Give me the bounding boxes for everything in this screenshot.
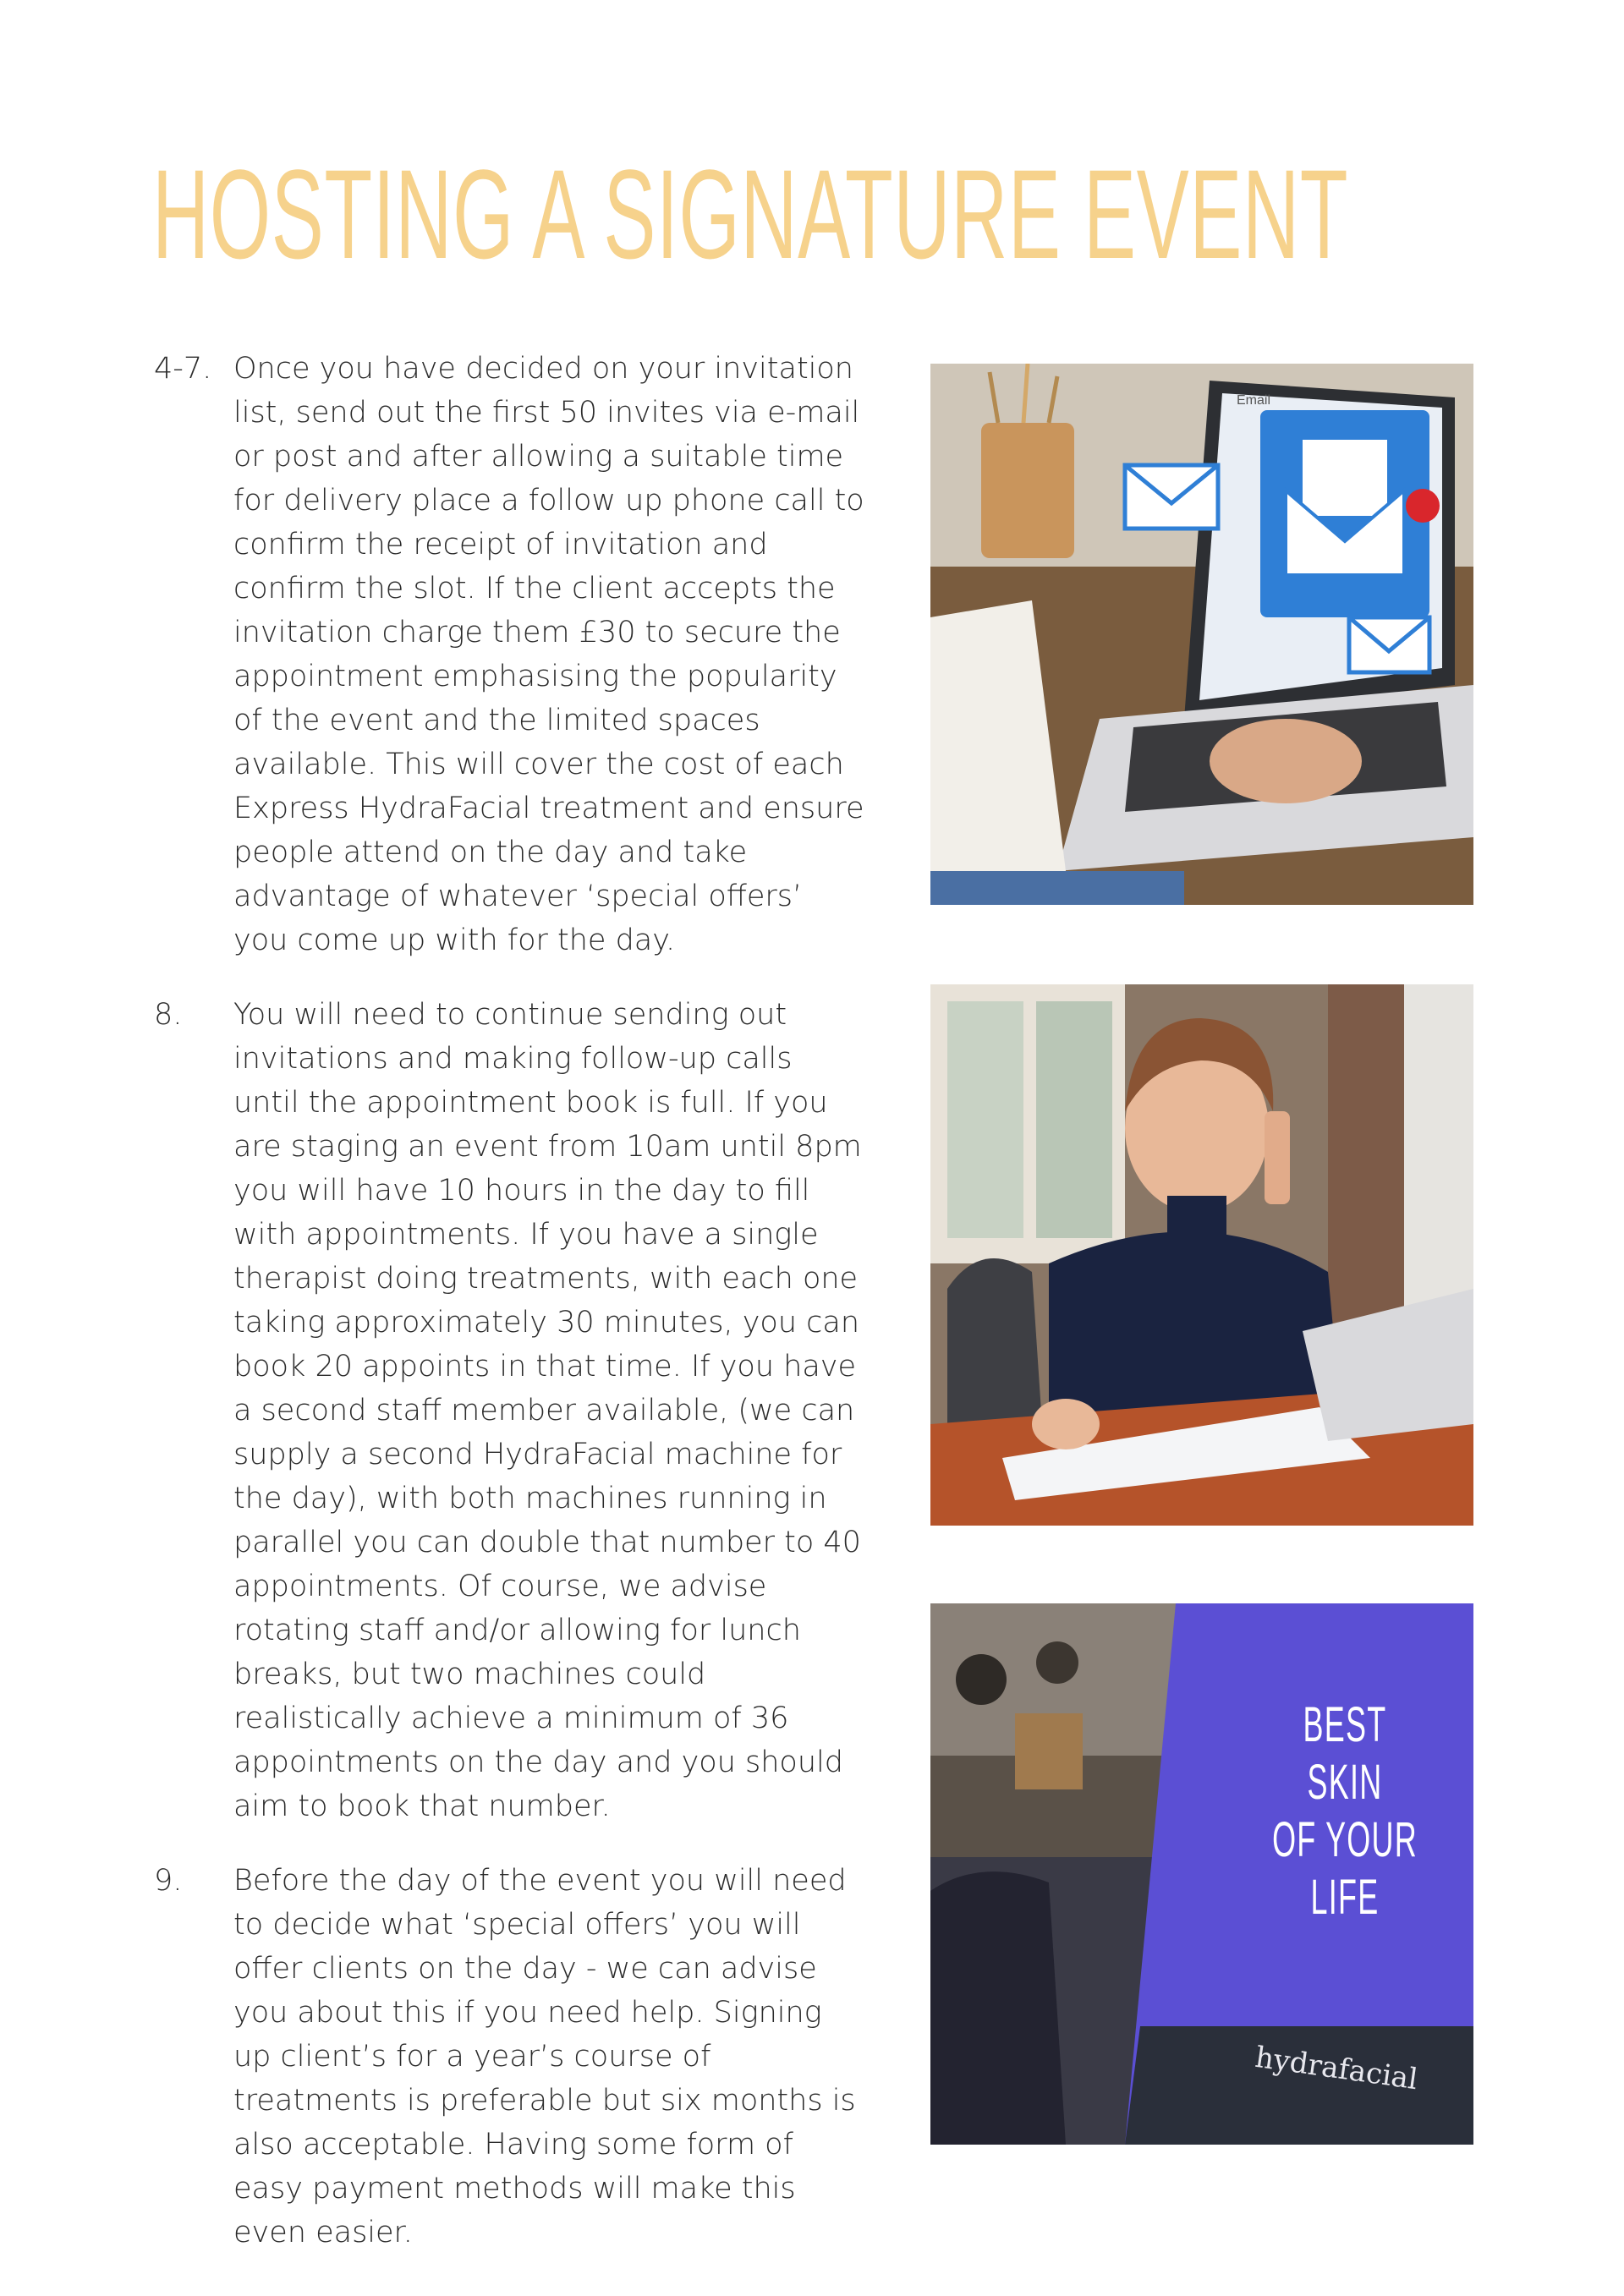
woman-phone-photo [930,984,1473,1526]
laptop-email-photo [930,364,1473,905]
page-title: HOSTING A SIGNATURE EVENT [152,143,1349,285]
item-text: Once you have decided on your invitation list, send out the first 50 invites via e-mail or post and after allowing a suitable time for delivery place a follow up phone call to confirm the receipt of invitation and confirm the slot. If the client accepts the invitation charge them £30 to secure the appointment emphasising the popularity of the event and the limited spaces available. This will cover the cost of each Express HydraFacial treatment and ensure people attend on the day and take advantage of whatever ‘special offers’ you come up with for the day. [233,352,864,957]
list-item-8 [154,993,864,1828]
item-text: Before the day of the event you will need to decide what ‘special offers’ you will offer clients on the day - we can advise you about this if you need help. Signing up client’s for a year’s course of treatments is preferable but six months is also acceptable. Having some form of easy payment methods will make this even easier. [233,1864,856,2249]
item-text: You will need to continue sending out invitations and making follow-up calls until the appointment book is full. If you are staging an event from 10am until 8pm you will have 10 hours in the day to fill with appointments. If you have a single therapist doing treatments, with each one taking approximately 30 minutes, you can book 20 appoints in that time. If you have a second staff member available, (we can supply a second HydraFacial machine for the day), with both machines running in parallel you can double that number to 40 appointments. Of course, we advise rotating staff and/or allowing for lunch breaks, but two machines could realistically achieve a minimum of 36 appointments on the day and you should aim to book that number. [233,998,862,1823]
list-item-9 [154,1859,864,2255]
woman-phone-illustration [930,984,1473,1526]
poster-line-1: BEST SKIN [1303,1697,1387,1810]
poster-line-2: OF YOUR LIFE [1272,1812,1418,1925]
item-number: 9. [154,1864,183,1898]
event-poster-photo [930,1603,1473,2145]
item-number: 4-7. [154,352,212,386]
laptop-email-illustration [930,364,1473,905]
poster-brand-logo: hydrafacial [1253,2040,1420,2097]
item-number: 8. [154,998,183,1032]
poster-headline [1266,1696,1424,1926]
instruction-list [154,347,864,2285]
email-screen-label: Email [1237,393,1271,408]
list-item-4-7 [154,347,864,962]
